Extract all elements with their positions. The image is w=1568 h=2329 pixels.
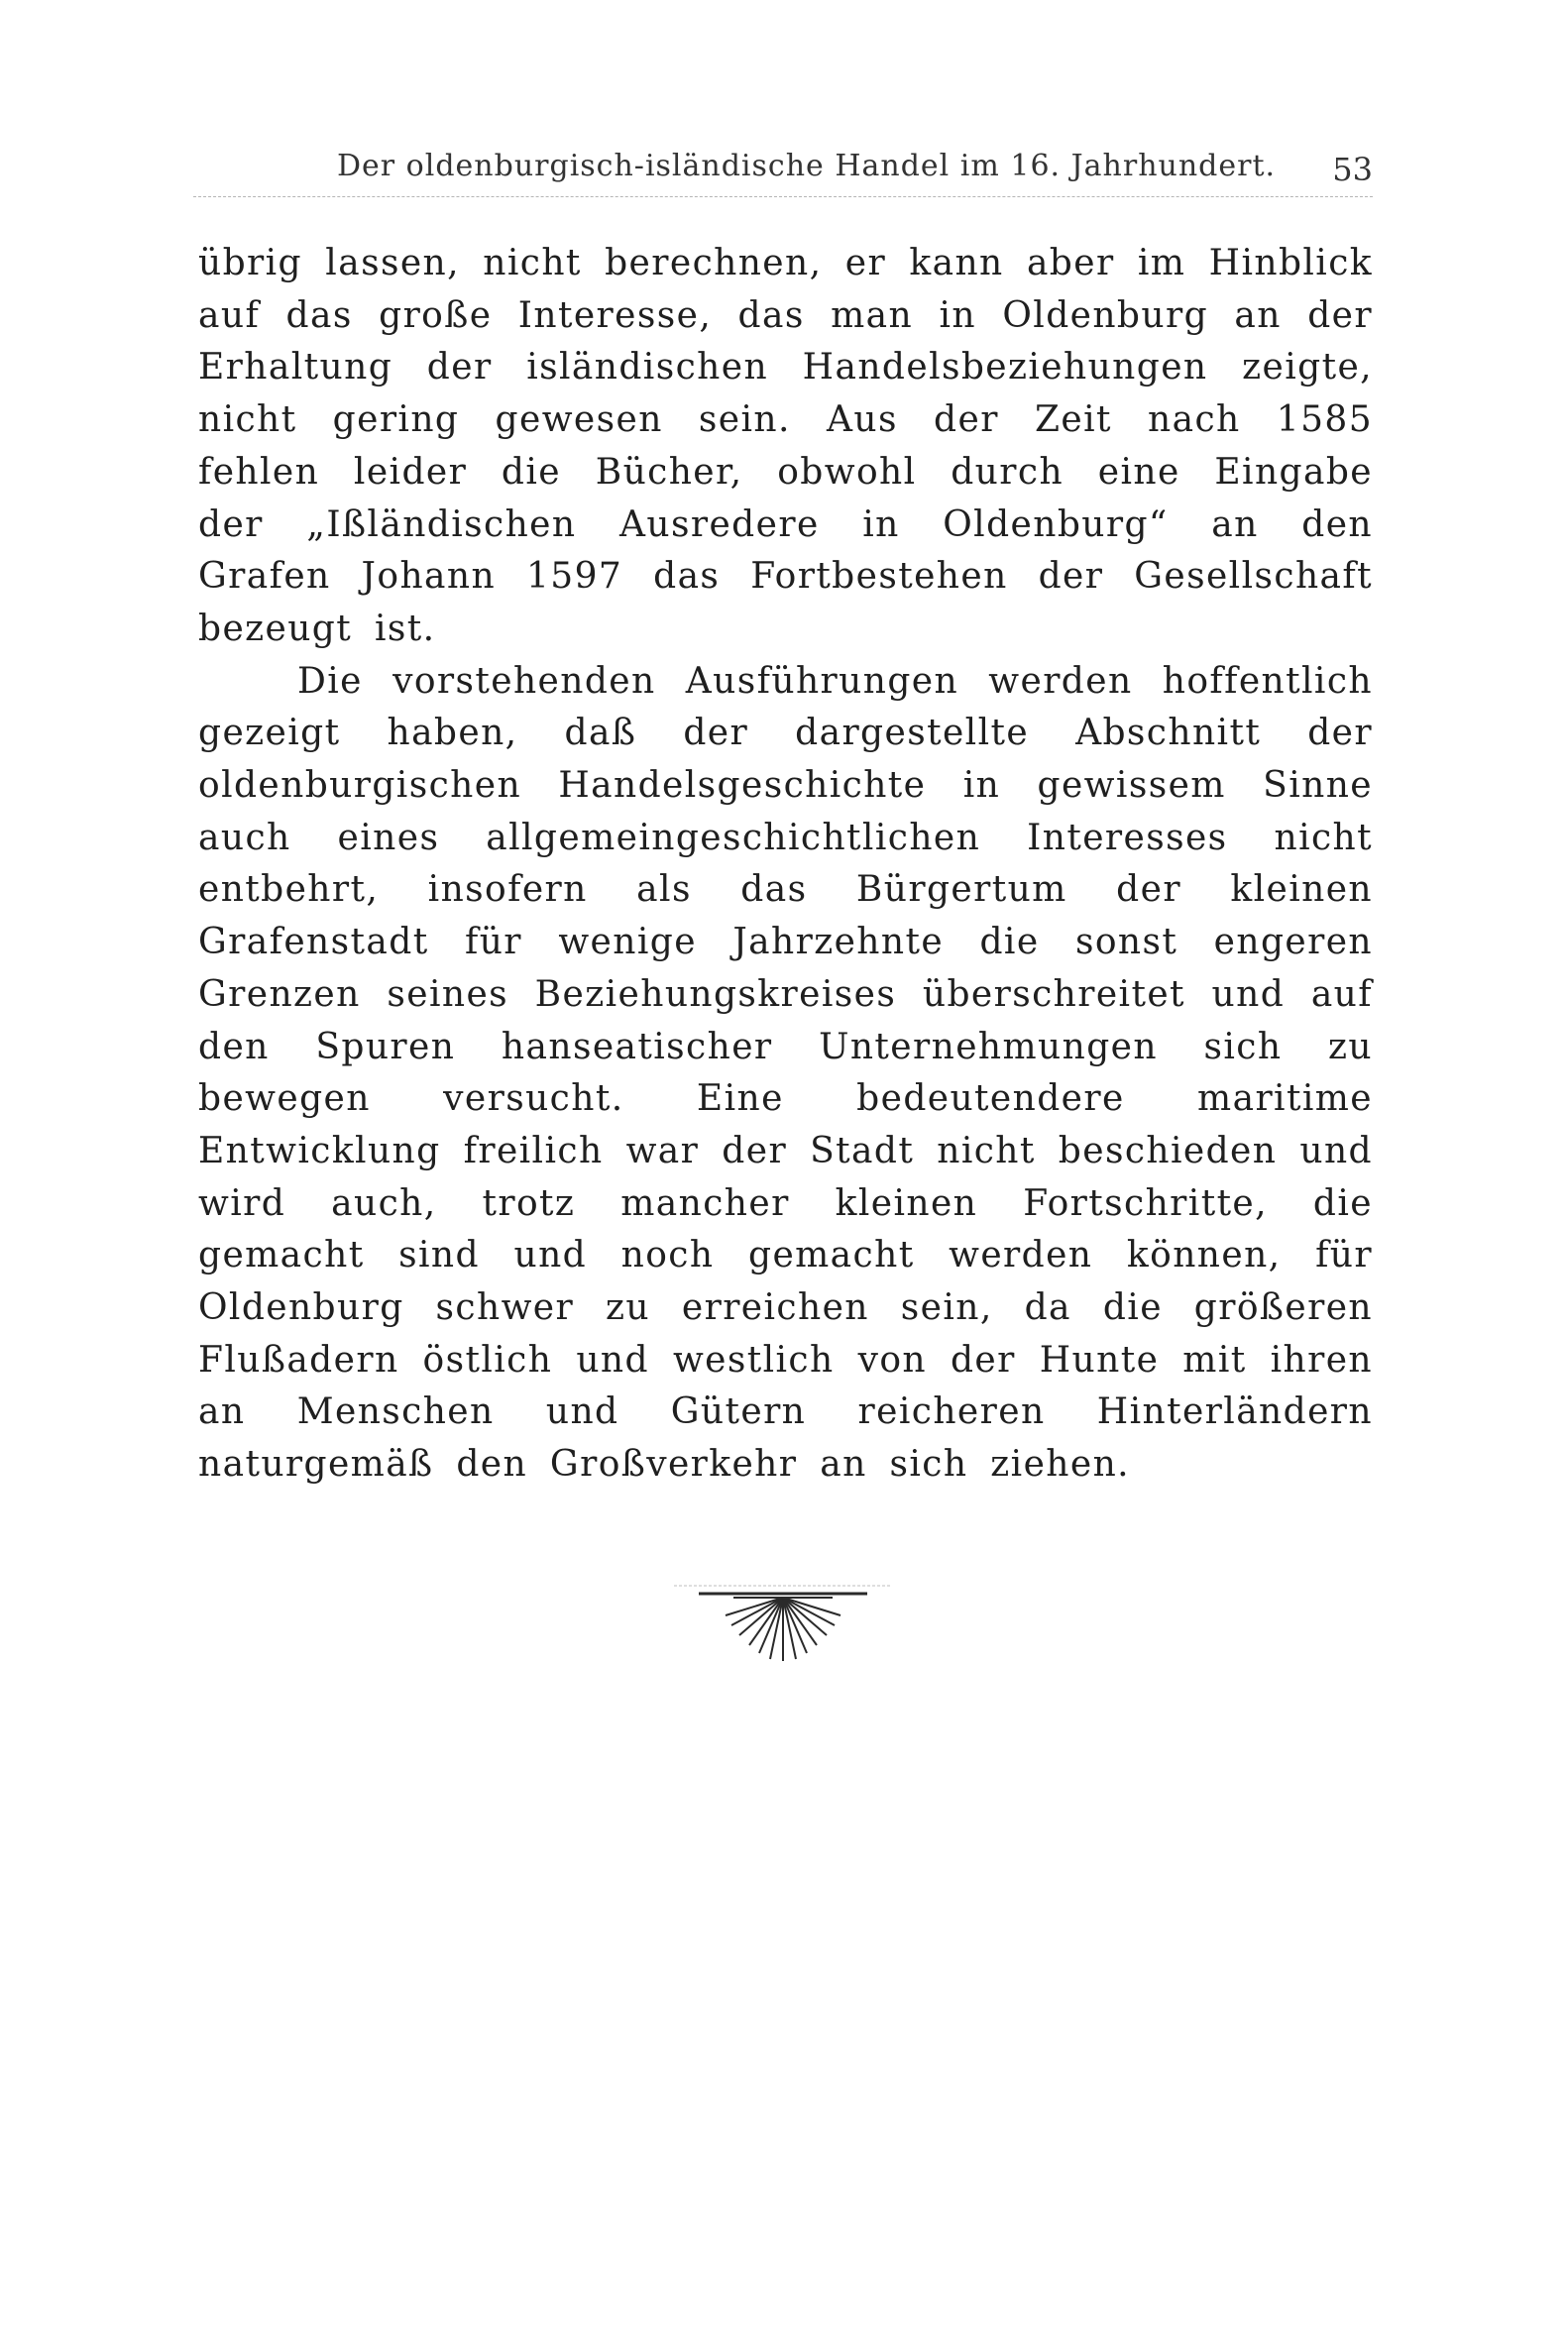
sunburst-vignette-icon [674, 1576, 892, 1665]
header-rule [193, 196, 1373, 197]
paragraph-2: Die vorstehenden Ausführungen werden hoffentlich gezeigt haben, daß der dargestellte Abschnitt der oldenburgischen Handelsgeschichte in gewissem Sinne auch eines allgemeingeschichtlichen Interesses nicht entbehrt, insofern als das Bürgertum der kleinen Grafenstadt für wenige Jahrzehnte die sonst engeren Grenzen seines Beziehungskreises überschreitet und auf den Spuren hanseatischer Unternehmungen sich zu bewegen versucht. Eine bedeutendere maritime Entwicklung freilich war der Stadt nicht beschieden und wird auch, trotz mancher kleinen Fortschritte, die gemacht sind und noch gemacht werden können, für Oldenburg schwer zu erreichen sein, da die größeren Flußadern östlich und westlich von der Hunte mit ihren an Menschen und Gütern reicheren Hinterländern naturgemäß den Großverkehr an sich ziehen. [198, 660, 1373, 1486]
page-number: 53 [1332, 151, 1373, 188]
running-title: Der oldenburgisch-isländische Handel im 16. Jahrhundert. [337, 149, 1277, 183]
page-header [198, 149, 1373, 188]
body-text [198, 238, 1373, 1492]
paragraph-1: übrig lassen, nicht berechnen, er kann aber im Hinblick auf das große Interesse, das man in Oldenburg an der Erhaltung der isländischen Handelsbeziehungen zeigte, nicht gering gewesen sein. Aus der Zeit nach 1585 fehlen leider die Bücher, obwohl durch eine Eingabe der „Ißländischen Ausredere in Oldenburg“ an den Grafen Johann 1597 das Fortbestehen der Gesellschaft bezeugt ist. [198, 243, 1373, 649]
